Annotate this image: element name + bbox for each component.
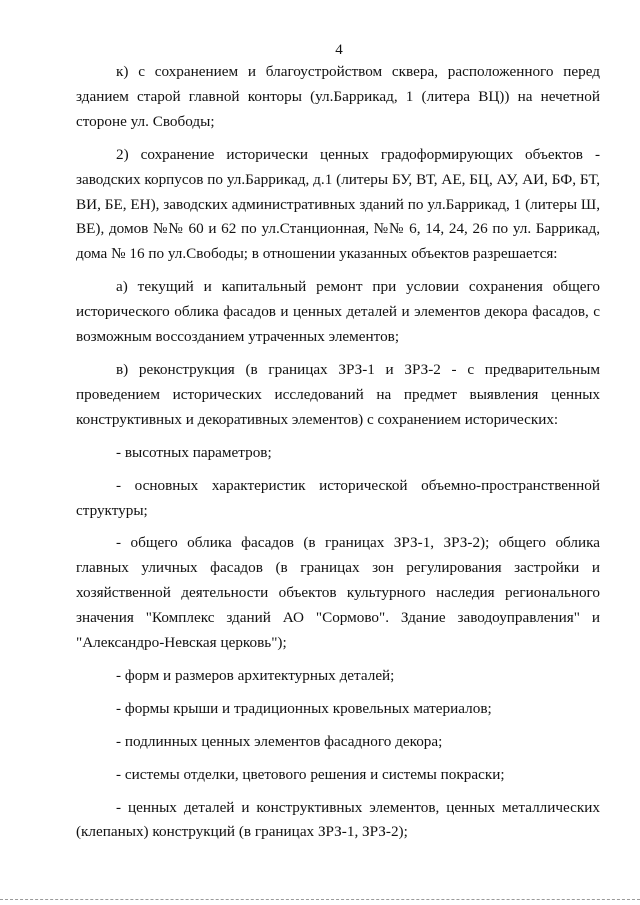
scan-bottom-edge bbox=[0, 899, 640, 900]
list-item-metal-constructions: - ценных деталей и конструктивных элементов, ценных металлических (клепаных) конструкций (в границах ЗРЗ-1, ЗРЗ-2); bbox=[76, 798, 600, 841]
list-item-architectural-details: - форм и размеров архитектурных деталей; bbox=[116, 666, 395, 684]
list-item-facade-decor: - подлинных ценных элементов фасадного декора; bbox=[116, 732, 443, 750]
list-item-height: - высотных параметров; bbox=[116, 443, 272, 461]
paragraph-k: к) с сохранением и благоустройством сквера, расположенного перед зданием старой главной конторы (ул.Баррикад, 1 (литера ВЦ)) на нечетной стороне ул. Свободы; bbox=[76, 63, 600, 130]
list-item-volume-structure: - основных характеристик исторической объемно-пространственной структуры; bbox=[76, 476, 600, 519]
paragraph-2: 2) сохранение исторически ценных градоформирующих объектов - заводских корпусов по ул.Баррикад, д.1 (литеры БУ, ВТ, АЕ, БЦ, АУ, АИ, БФ, БТ, ВИ, БЕ, ЕН), заводских административных зданий по ул.Баррикад, 1 (литеры Ш, ВЕ), домов №№ 60 и 62 по ул.Станционная, №№ 6, 14, 24, 26 по ул. Баррикад, дома № 16 по ул.Свободы; в отношении указанных объектов разрешается: bbox=[76, 145, 600, 263]
list-item-roof: - формы крыши и традиционных кровельных материалов; bbox=[116, 699, 492, 717]
document-body bbox=[76, 60, 600, 853]
list-item-finishing: - системы отделки, цветового решения и системы покраски; bbox=[116, 765, 505, 783]
paragraph-v: в) реконструкция (в границах ЗРЗ-1 и ЗРЗ-2 - с предварительным проведением исторических исследований на предмет выявления ценных конструктивных и декоративных элементов) с сохранением исторических: bbox=[76, 360, 600, 428]
list-item-facades: - общего облика фасадов (в границах ЗРЗ-1, ЗРЗ-2); общего облика главных уличных фасадов (в границах зон регулирования застройки и хозяйственной деятельности объектов культурного наследия регионального значения "Комплекс зданий АО "Сормово". Здание заводоуправления" и "Александро-Невская церковь"); bbox=[76, 534, 600, 652]
paragraph-a: а) текущий и капитальный ремонт при условии сохранения общего исторического облика фасадов и ценных деталей и элементов декора фасадов, с возможным воссозданием утраченных элементов; bbox=[76, 278, 600, 346]
page-number: 4 bbox=[335, 42, 343, 58]
